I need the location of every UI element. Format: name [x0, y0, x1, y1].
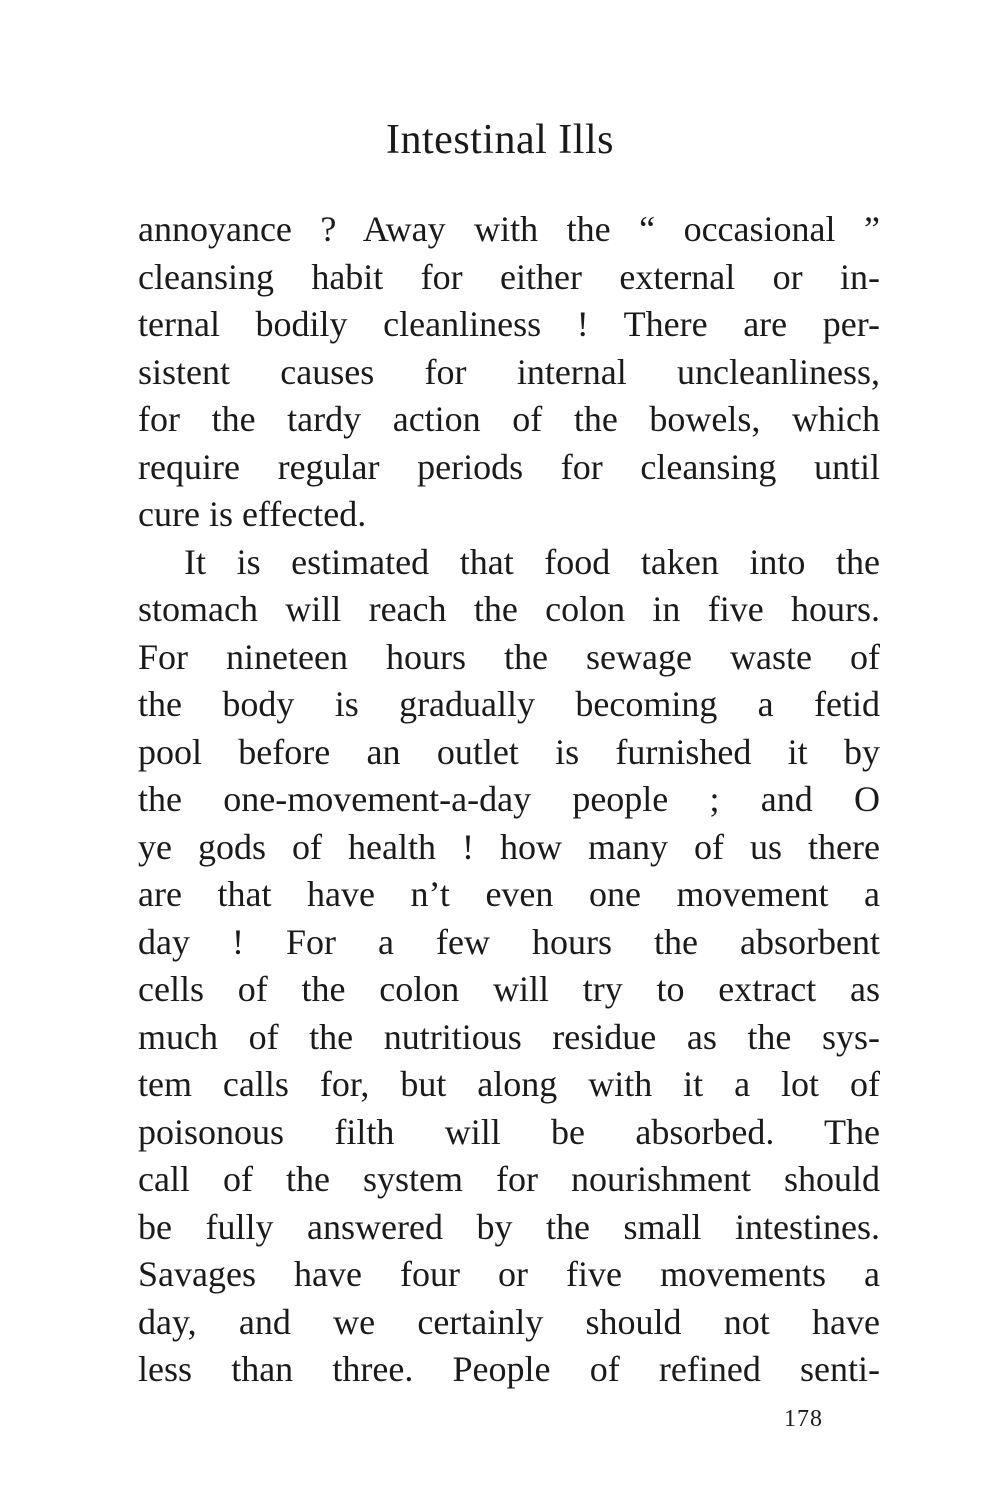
- text-line: call of the system for nourishment should: [138, 1159, 880, 1199]
- text-line: are that have n’t even one movement a: [138, 874, 880, 914]
- text-line: ye gods of health ! how many of us there: [138, 826, 880, 867]
- text-line: annoyance ? Away with the “ occasional ”: [138, 209, 880, 249]
- text-line: cells of the colon will try to extract as: [138, 969, 880, 1009]
- text-line: require regular periods for cleansing until: [138, 446, 880, 487]
- text-line: For nineteen hours the sewage waste of: [138, 636, 880, 677]
- paragraph: [138, 206, 880, 539]
- paragraph: [138, 539, 880, 1394]
- text-line: ternal bodily cleanliness ! There are per-: [138, 304, 880, 344]
- text-line: for the tardy action of the bowels, which: [138, 399, 880, 439]
- running-head: Intestinal Ills: [386, 117, 614, 163]
- page-number: 178: [784, 1406, 823, 1432]
- text-line: sistent causes for internal uncleanliness,: [138, 351, 880, 392]
- text-line: Savages have four or five movements a: [138, 1254, 880, 1294]
- text-line: It is estimated that food taken into the: [184, 541, 880, 582]
- text-line: cleansing habit for either external or in-: [138, 256, 880, 297]
- text-line: the one-movement-a-day people ; and O: [138, 779, 880, 819]
- text-line: tem calls for, but along with it a lot of: [138, 1064, 880, 1104]
- text-line: less than three. People of refined senti-: [138, 1349, 880, 1389]
- page-body: [138, 206, 880, 1394]
- text-line: the body is gradually becoming a fetid: [138, 684, 880, 724]
- text-line: stomach will reach the colon in five hours.: [138, 589, 880, 629]
- text-line: poisonous filth will be absorbed. The: [138, 1111, 880, 1152]
- text-line: day ! For a few hours the absorbent: [138, 921, 880, 962]
- text-line: be fully answered by the small intestines.: [138, 1206, 880, 1247]
- text-line: day, and we certainly should not have: [138, 1301, 880, 1342]
- text-line: much of the nutritious residue as the sys-: [138, 1016, 880, 1057]
- text-line: pool before an outlet is furnished it by: [138, 731, 880, 772]
- text-line: cure is effected.: [138, 494, 367, 534]
